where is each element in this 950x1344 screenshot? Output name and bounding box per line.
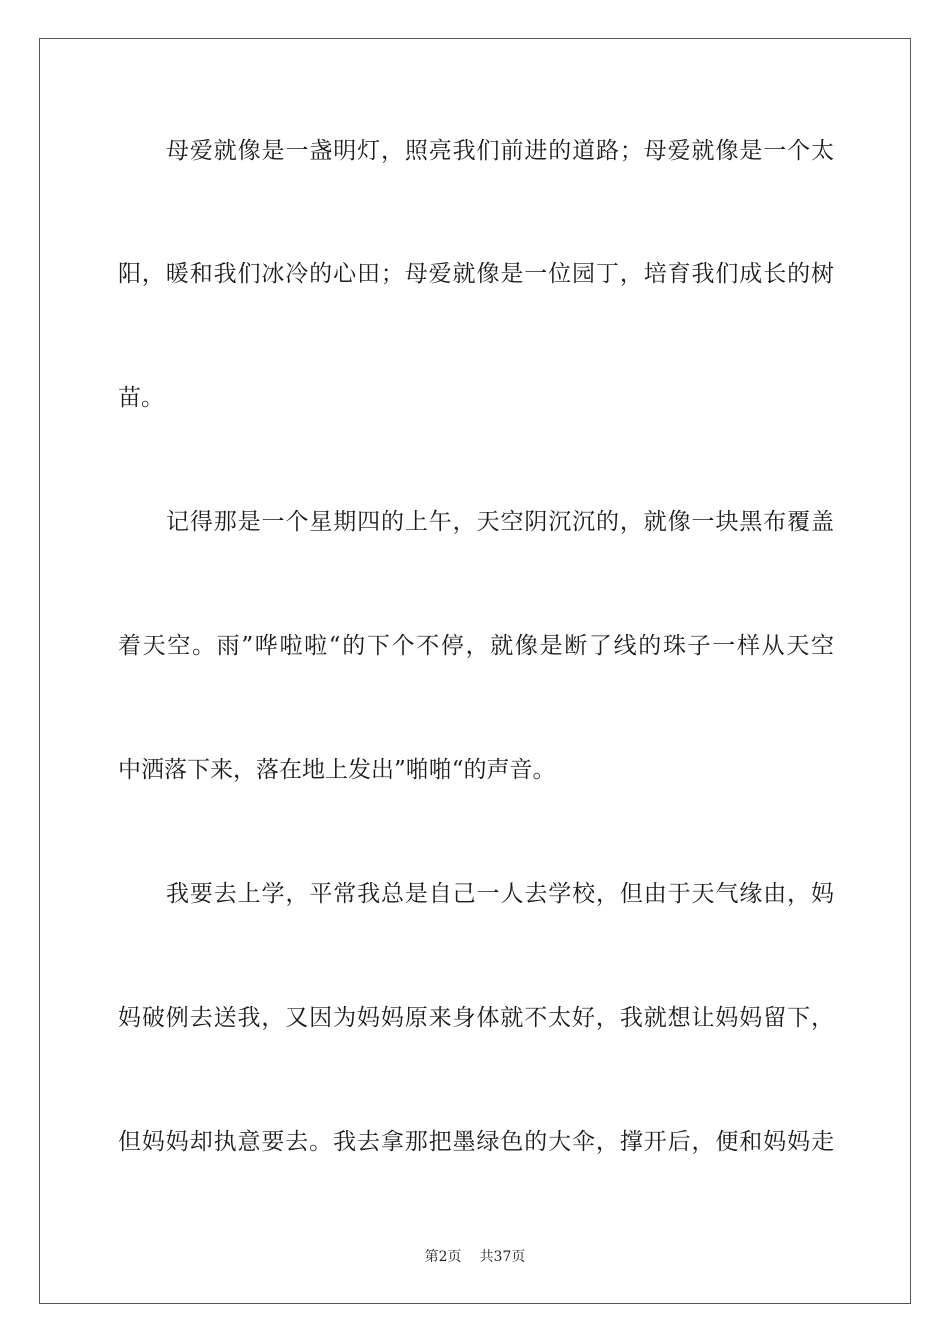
paragraph-1-line-3: 苗。 — [118, 385, 164, 411]
page-number: 第2页 — [424, 1249, 462, 1265]
paragraph-2-line-3: 中洒落下来，落在地上发出”啪啪“的声音。 — [118, 757, 556, 783]
page-total: 共37页 — [479, 1249, 526, 1265]
paragraph-3-line-3: 但妈妈却执意要去。我去拿那把墨绿色的大伞，撑开后，便和妈妈走 — [118, 1129, 834, 1155]
paragraph-1-line-1: 母爱就像是一盏明灯，照亮我们前进的道路；母爱就像是一个太 — [166, 138, 834, 164]
page-border — [39, 38, 911, 1304]
page-footer — [0, 1247, 950, 1267]
paragraph-2-line-2: 着天空。雨”哗啦啦“的下个不停，就像是断了线的珠子一样从天空 — [118, 633, 834, 659]
paragraph-3-line-1: 我要去上学，平常我总是自己一人去学校，但由于天气缘由，妈 — [166, 881, 834, 907]
paragraph-3-line-2: 妈破例去送我，又因为妈妈原来身体就不太好，我就想让妈妈留下， — [118, 1005, 834, 1031]
paragraph-1-line-2: 阳，暖和我们冰冷的心田；母爱就像是一位园丁，培育我们成长的树 — [118, 261, 834, 287]
paragraph-2-line-1: 记得那是一个星期四的上午，天空阴沉沉的，就像一块黑布覆盖 — [166, 509, 834, 535]
